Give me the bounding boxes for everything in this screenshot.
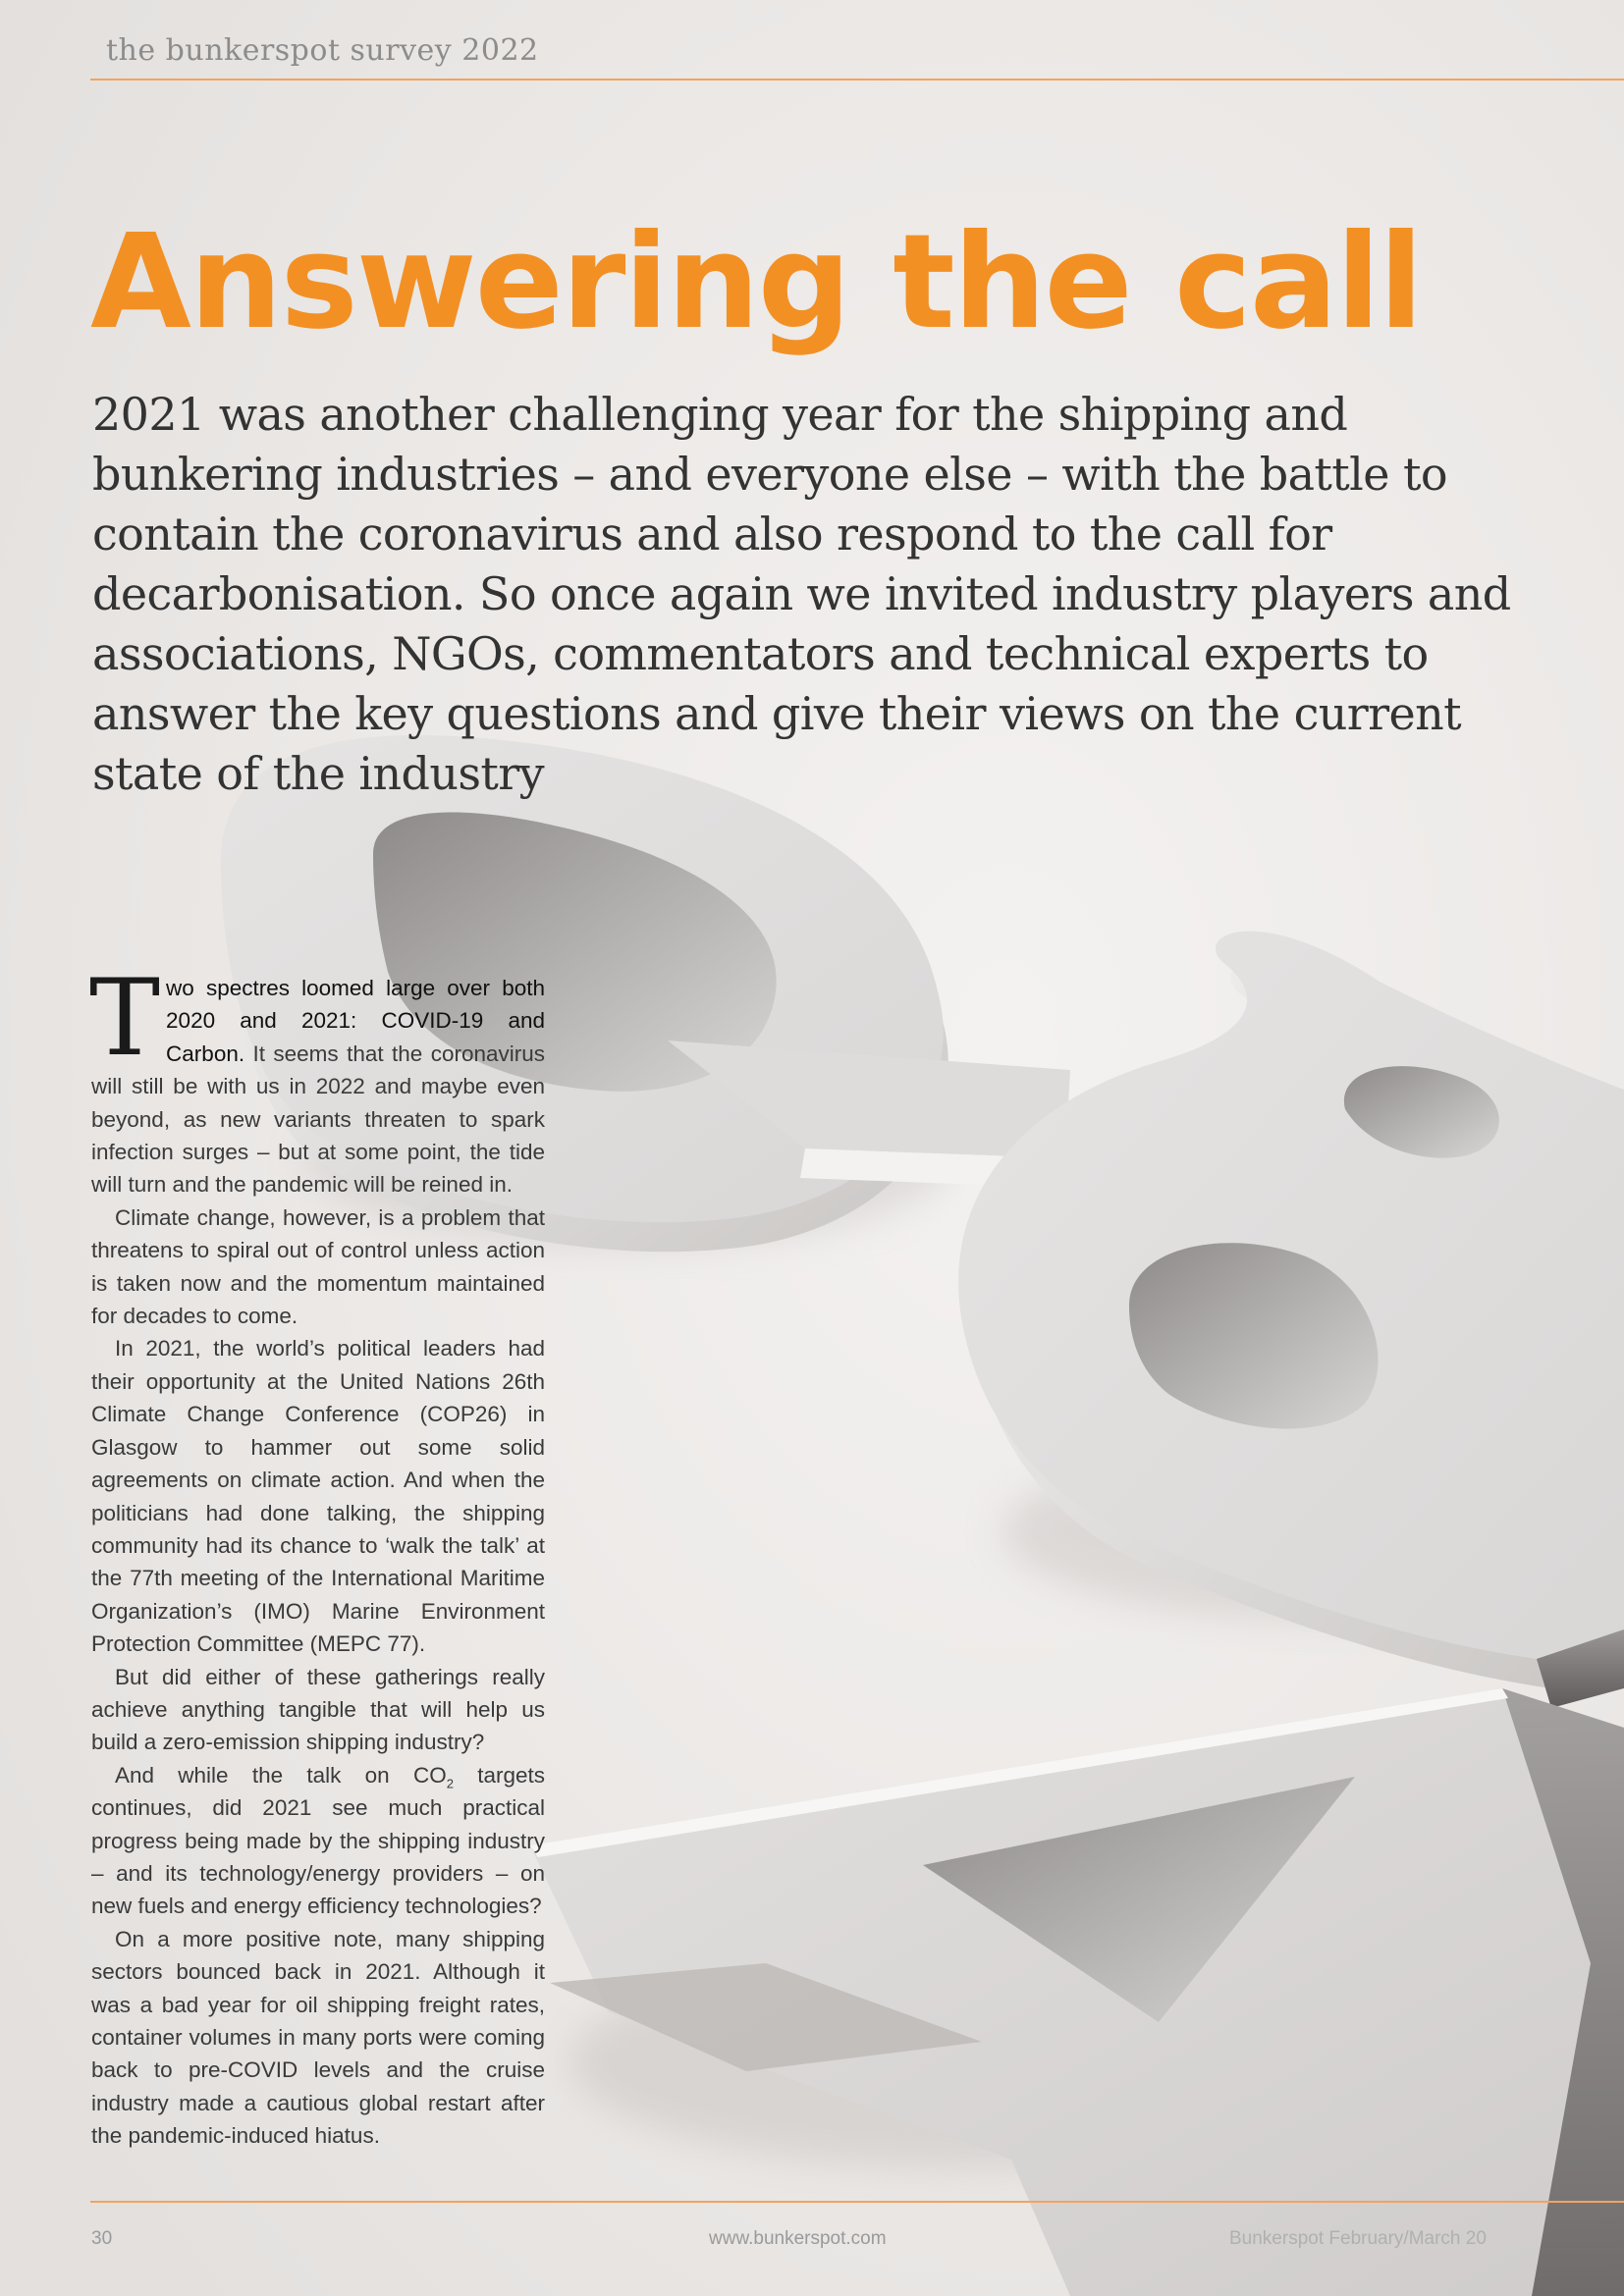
article-standfirst: 2021 was another challenging year for the shipping and bunkering industries – and everyone else – with the battle to contain the coronavirus and also respond to the call for decarbonisation. So once again we invited industry players and associations, NGOs, commentators and technical experts to answer the key questions and give their views on the current state of the industry bbox=[92, 388, 1511, 800]
article-body bbox=[89, 957, 545, 2153]
article-headline: Answering the call bbox=[90, 207, 1422, 358]
header-rule bbox=[90, 79, 1624, 80]
body-paragraph-2: Climate change, however, is a problem that threatens to spiral out of control unless action is taken now and the momentum maintained for decades to come. bbox=[91, 1204, 545, 1329]
body-paragraph-1 bbox=[89, 957, 545, 1201]
paragraph-5-text-a: And while the talk on CO bbox=[115, 1762, 447, 1788]
co2-subscript: 2 bbox=[446, 1776, 454, 1791]
website-link[interactable]: www.bunkerspot.com bbox=[709, 2228, 887, 2249]
issue-date: Bunkerspot February/March 20 bbox=[1229, 2228, 1487, 2249]
body-paragraph-3: In 2021, the world’s political leaders had their opportunity at the United Nations 26th Climate Change Conference (COP26) in Glasgow to hammer out some solid agreements on climate action. And when the politicians had done talking, the shipping community had its chance to ‘walk the talk’ at the 77th meeting of the International Maritime Organization’s (IMO) Marine Environment Protection Committee (MEPC 77). bbox=[91, 1336, 545, 1657]
body-paragraph-6: On a more positive note, many shipping sectors bounced back in 2021. Although it was a bad year for oil shipping freight rates, container volumes in many ports were coming back to pre-COVID levels and the cruise industry made a cautious global restart after the pandemic-induced hiatus. bbox=[91, 1926, 545, 2149]
paragraph-5-text-b: targets continues, did 2021 see much practical progress being made by the shipping industry – and its technology/energy providers – on new fuels and energy efficiency technologies? bbox=[91, 1762, 545, 1919]
body-paragraph-4: But did either of these gatherings really achieve anything tangible that will help us build a zero-emission shipping industry? bbox=[91, 1664, 545, 1755]
lead-in: wo spectres loomed large over both 2020 and 2021: COVID-19 and Carbon. bbox=[166, 976, 545, 1066]
drop-cap: T bbox=[89, 957, 161, 1080]
paragraph-1-text: It seems that the coronavirus will still be with us in 2022 and maybe even beyond, as new variants threaten to spark infection surges – but at some point, the tide will turn and the pandemic will be reined in. bbox=[91, 1041, 545, 1198]
body-paragraph-5 bbox=[91, 1759, 545, 1923]
page-number: 30 bbox=[91, 2228, 113, 2249]
footer-rule bbox=[90, 2201, 1624, 2203]
running-head: the bunkerspot survey 2022 bbox=[106, 33, 539, 68]
